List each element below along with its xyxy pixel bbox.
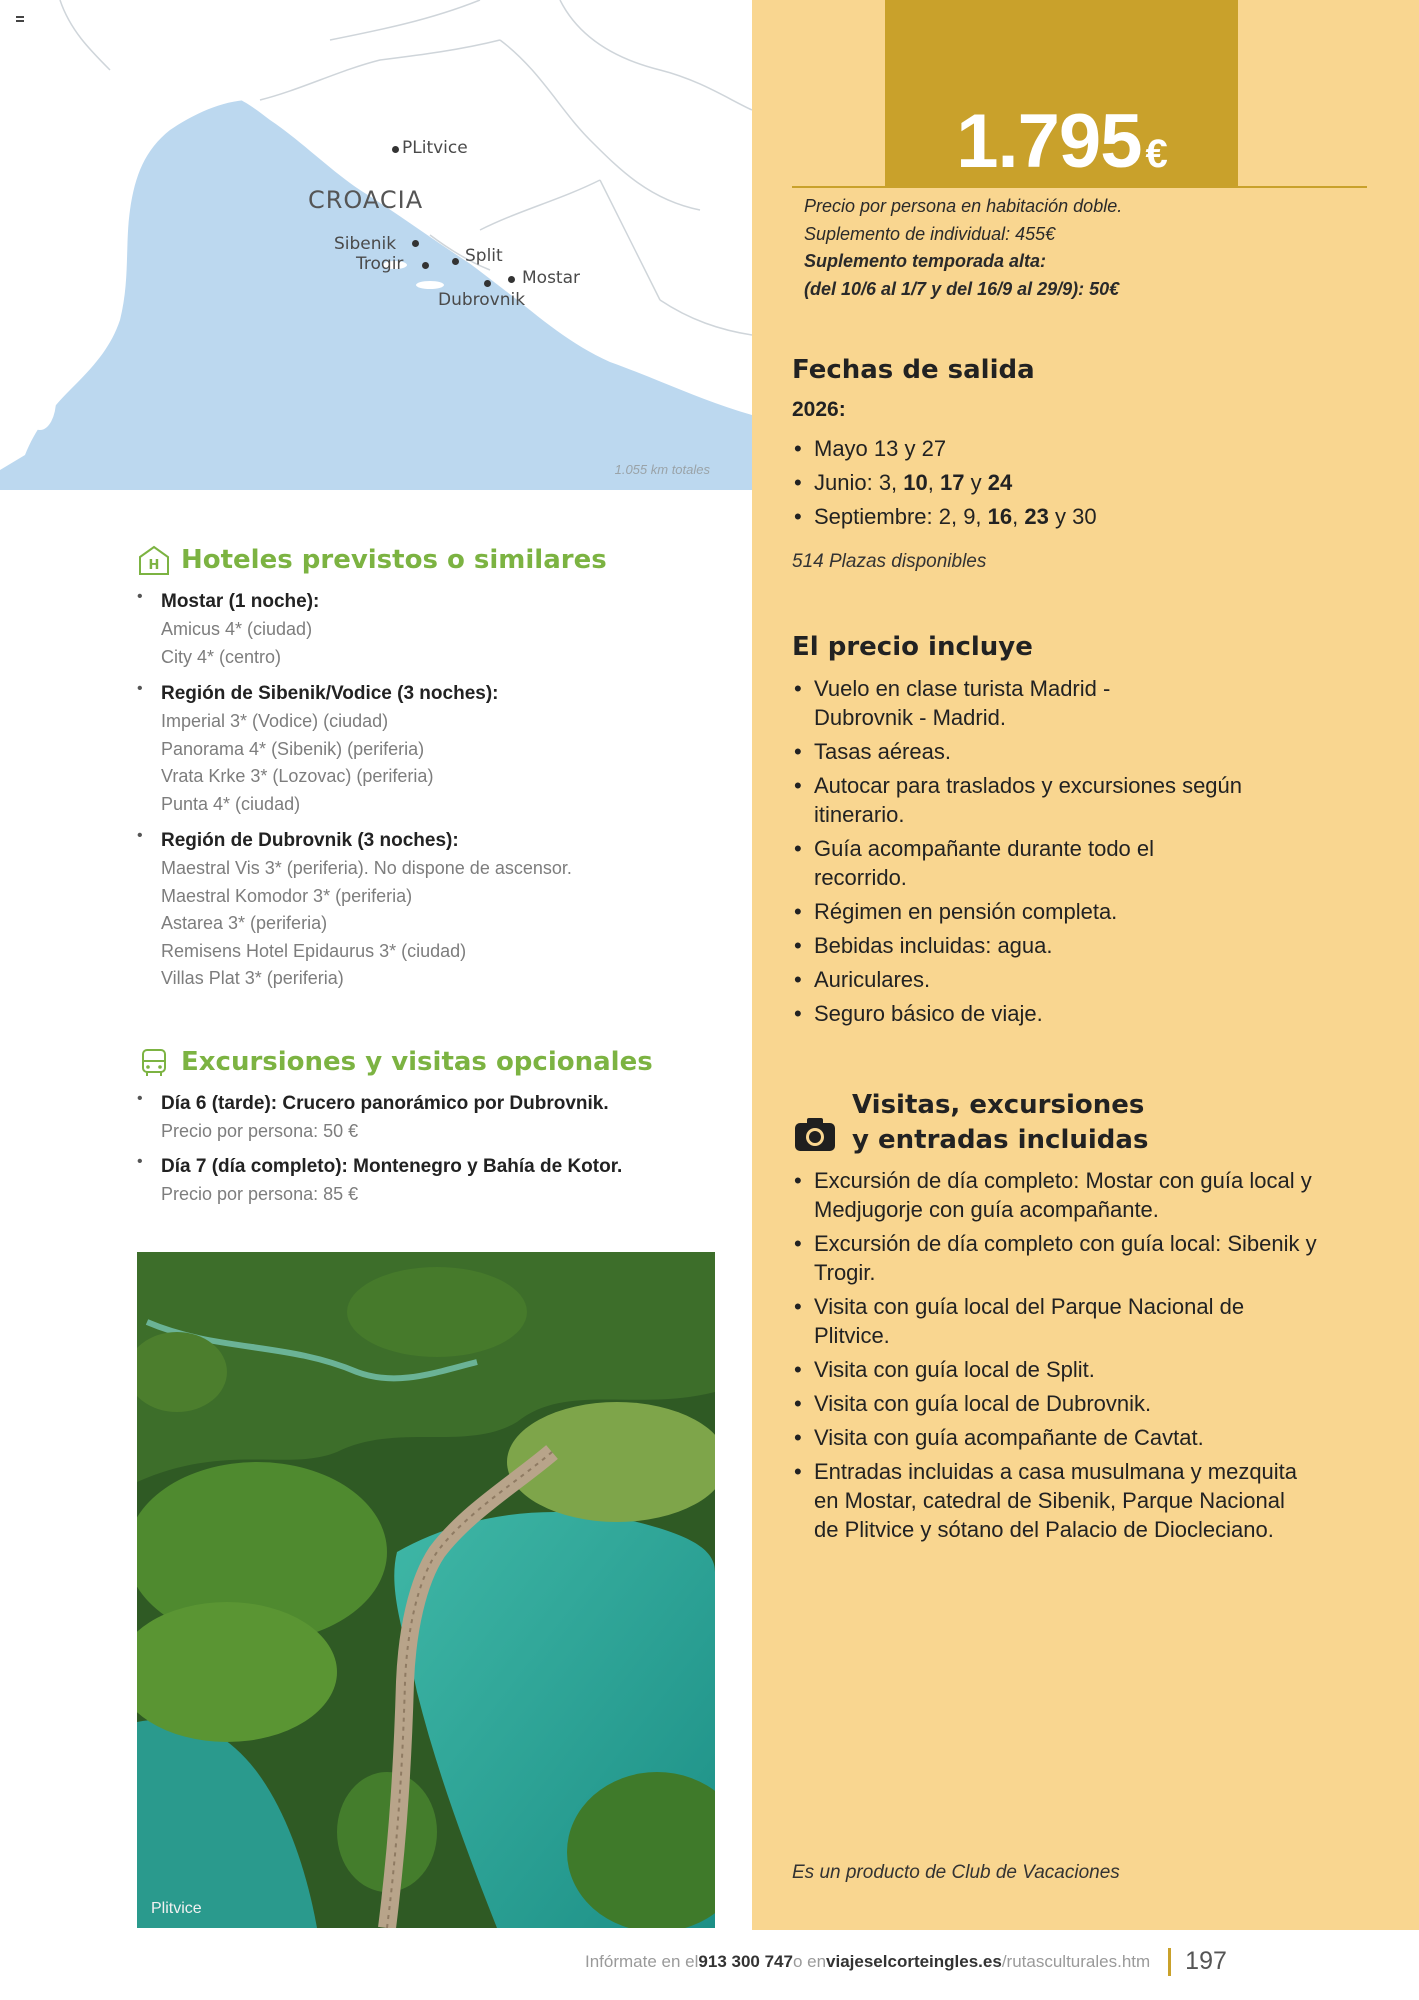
include-item: • Régimen en pensión completa.: [792, 897, 1392, 926]
hotel-group-sibenik: • Región de Sibenik/Vodice (3 noches): Imperial 3* (Vodice) (ciudad) Panorama 4* (Sibenik) (periferia) Vrata Krke 3* (Lozovac) (periferia) Punta 4* (ciudad): [137, 680, 717, 818]
price-notes: Precio por persona en habitación doble. Suplemento de individual: 455€ Suplemento temporada alta: (del 10/6 al 1/7 y del 16/9 al 29/9): 50€: [804, 196, 1123, 299]
hotels-list: [137, 588, 717, 993]
includes-list: [792, 674, 1392, 1028]
visit-item: • Excursión de día completo: Mostar con guía local y Medjugorje con guía acompañante.: [792, 1166, 1347, 1224]
page-number: 197: [1185, 1947, 1227, 1975]
excursions-list: [137, 1090, 737, 1208]
hotels-title: Hoteles previstos o similares: [181, 545, 607, 575]
plitvice-photo: [137, 1252, 715, 1928]
include-item: • Autocar para traslados y excursiones según itinerario.: [792, 771, 1272, 829]
excursions-heading: [137, 1046, 653, 1078]
photo-caption: Plitvice: [151, 1900, 202, 1917]
include-item: • Vuelo en clase turista Madrid - Dubrovnik - Madrid.: [792, 674, 1212, 732]
map-city-sibenik: Sibenik: [334, 234, 397, 254]
available-seats: 514 Plazas disponibles: [792, 551, 987, 572]
trogir-dot: [422, 262, 429, 269]
include-item: • Bebidas incluidas: agua.: [792, 931, 1392, 960]
footer: Infórmate en el 913 300 747 o en viajeselcorteingles.es /rutasculturales.htm 197: [585, 1947, 1227, 1975]
camera-icon: [794, 1116, 836, 1152]
map-country-label: CROACIA: [308, 186, 424, 214]
departures-year: 2026:: [792, 398, 846, 421]
include-item: • Auriculares.: [792, 965, 1392, 994]
visit-item: • Excursión de día completo con guía local: Sibenik y Trogir.: [792, 1229, 1322, 1287]
split-dot: [452, 258, 459, 265]
map-city-split: Split: [465, 246, 503, 266]
departure-june: • Junio: 3, 10, 17 y 24: [792, 466, 1392, 500]
hotel-group-dubrovnik: • Región de Dubrovnik (3 noches): Maestral Vis 3* (periferia). No dispone de ascensor. Maestral Komodor 3* (periferia) Astarea 3* (periferia) Remisens Hotel Epidaurus 3* (ciudad) Villas Plat 3* (periferia): [137, 827, 717, 993]
visit-item: • Visita con guía acompañante de Cavtat.: [792, 1423, 1347, 1452]
departures-list: [792, 432, 1392, 534]
visits-list: [792, 1166, 1347, 1544]
footer-divider: [1168, 1948, 1171, 1976]
include-item: • Seguro básico de viaje.: [792, 999, 1392, 1028]
excursion-item: • Día 7 (día completo): Montenegro y Bahía de Kotor. Precio por persona: 85 €: [137, 1153, 737, 1209]
price-amount: 1.795 €: [956, 99, 1167, 184]
mostar-dot: [508, 276, 515, 283]
hotel-icon: [137, 544, 171, 576]
include-item: • Tasas aéreas.: [792, 737, 1392, 766]
svg-text:H: H: [148, 558, 160, 573]
visit-item: • Visita con guía local de Split.: [792, 1355, 1347, 1384]
visit-item: • Visita con guía local del Parque Nacional de Plitvice.: [792, 1292, 1312, 1350]
plitvice-dot: [392, 146, 399, 153]
hotel-group-mostar: • Mostar (1 noche): Amicus 4* (ciudad) City 4* (centro): [137, 588, 717, 671]
price-box: [885, 0, 1238, 186]
visit-item: • Visita con guía local de Dubrovnik.: [792, 1389, 1347, 1418]
departures-title: Fechas de salida: [792, 355, 1035, 385]
club-note: Es un producto de Club de Vacaciones: [792, 1862, 1120, 1883]
route-map: [0, 0, 752, 490]
include-item: • Guía acompañante durante todo el recorrido.: [792, 834, 1212, 892]
photo-graphic: [137, 1252, 715, 1928]
sibenik-dot: [412, 240, 419, 247]
map-city-mostar: Mostar: [522, 268, 580, 288]
map-city-trogir: Trogir: [356, 254, 404, 274]
bus-icon: [137, 1046, 171, 1078]
footer-phone[interactable]: 913 300 747: [698, 1951, 793, 1971]
departure-may: • Mayo 13 y 27: [792, 432, 1392, 466]
dubrovnik-dot: [484, 280, 491, 287]
info-panel: [752, 0, 1419, 1930]
visits-title: Visitas, excursiones y entradas incluidas: [852, 1090, 1149, 1155]
map-city-plitvice: PLitvice: [402, 138, 468, 158]
excursion-item: • Día 6 (tarde): Crucero panorámico por Dubrovnik. Precio por persona: 50 €: [137, 1090, 737, 1146]
menu-icon: [16, 16, 24, 24]
excursions-title: Excursiones y visitas opcionales: [181, 1047, 653, 1077]
includes-title: El precio incluye: [792, 632, 1033, 662]
visit-item: • Entradas incluidas a casa musulmana y mezquita en Mostar, catedral de Sibenik, Parque Nacional de Plitvice y sótano del Palacio de Diocleciano.: [792, 1457, 1312, 1544]
map-scale: 1.055 km totales: [614, 462, 710, 477]
footer-website-link[interactable]: viajeselcorteingles.es: [826, 1951, 1002, 1971]
departure-september: • Septiembre: 2, 9, 16, 23 y 30: [792, 500, 1392, 534]
price-divider: [792, 186, 1367, 188]
hotels-heading: [137, 544, 607, 576]
map-city-dubrovnik: Dubrovnik: [438, 290, 526, 310]
